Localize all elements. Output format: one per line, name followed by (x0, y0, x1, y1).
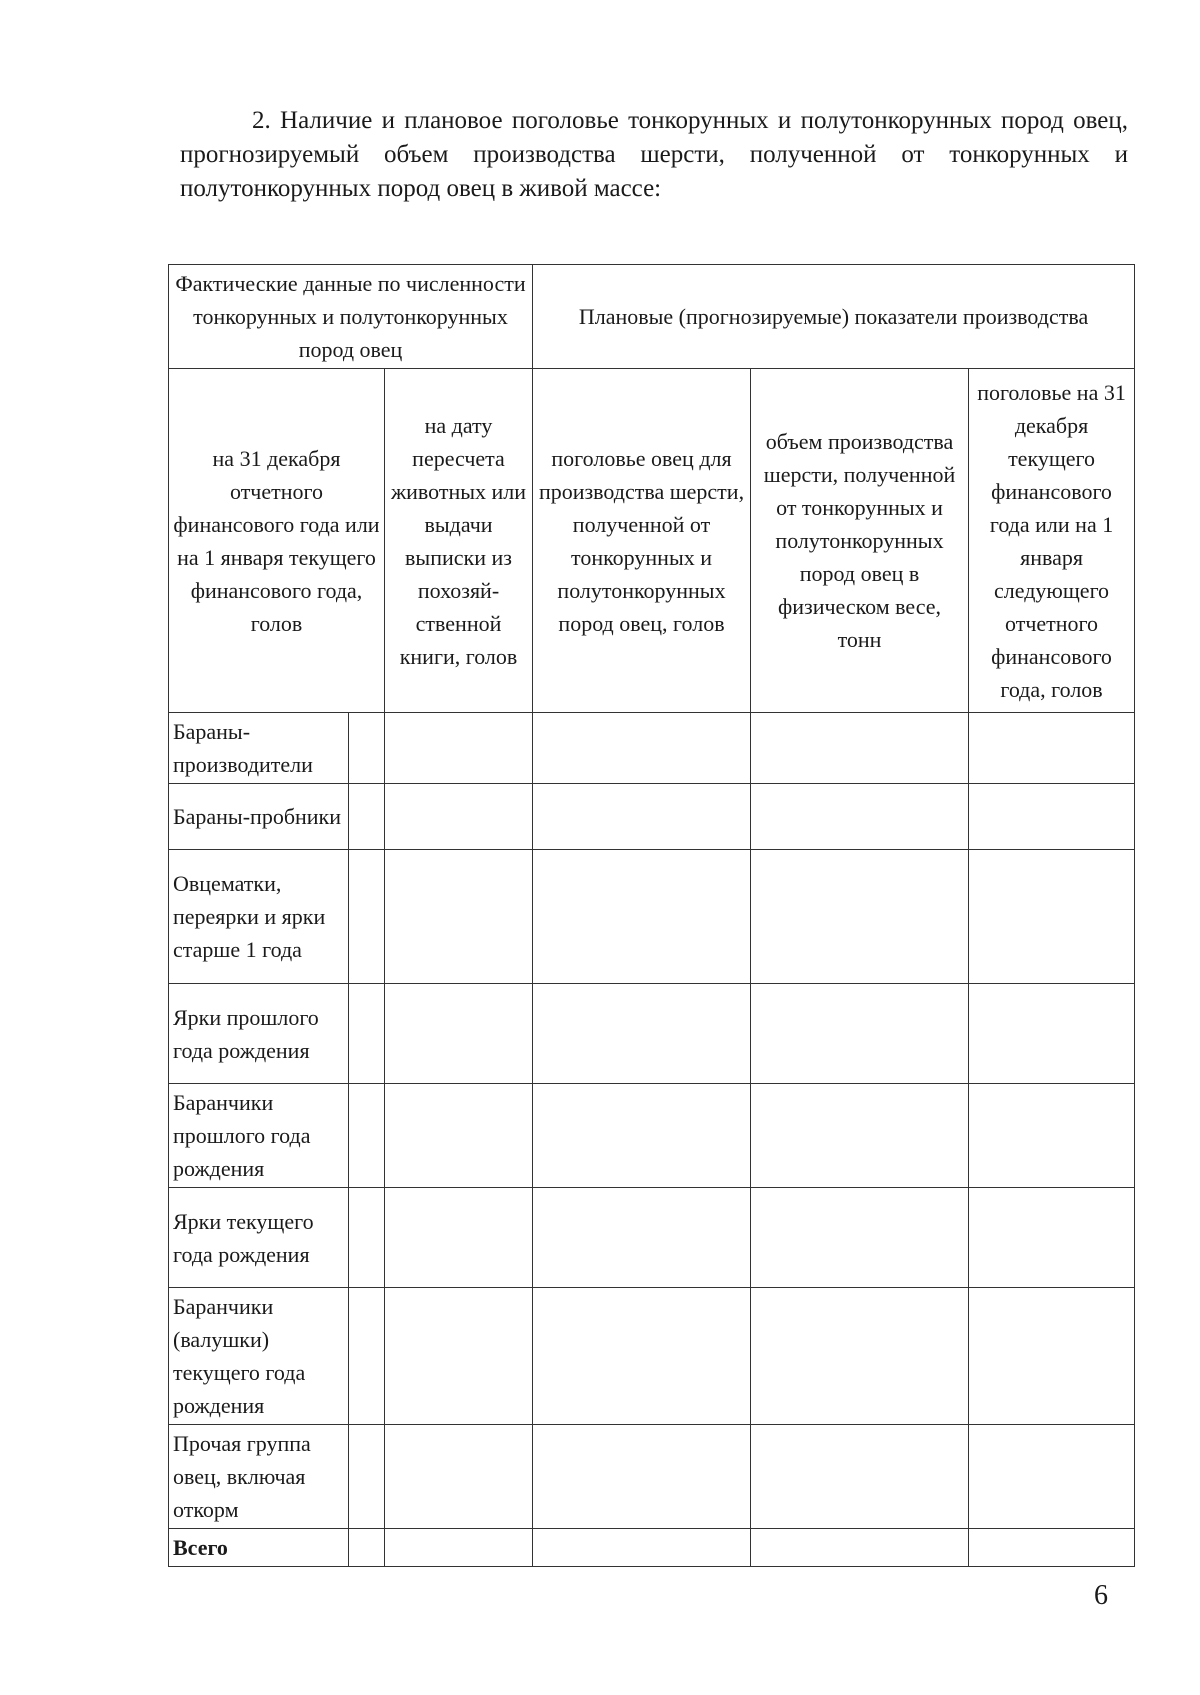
table-cell[interactable] (349, 1188, 385, 1288)
row-label: Прочая группа овец, включая откорм (169, 1425, 349, 1529)
table-cell[interactable] (533, 850, 751, 984)
page-number: 6 (1094, 1580, 1108, 1611)
column-header-recount-date: на дату пересчета животных или выдачи выписки из похозяй-ственной книги, голов (385, 369, 533, 713)
header-planned-indicators: Плановые (прогнозируемые) показатели производства (533, 265, 1135, 369)
column-header-wool-volume: объем производства шерсти, полученной от тонкорунных и полутонкорунных пород овец в физическом весе, тонн (751, 369, 969, 713)
column-header-planned-headcount: поголовье на 31 декабря текущего финансового года или на 1 января следующего отчетного финансового года, голов (969, 369, 1135, 713)
row-label: Овцематки, переярки и ярки старше 1 года (169, 850, 349, 984)
table-cell[interactable] (385, 1084, 533, 1188)
table-row (169, 1288, 1135, 1425)
table-cell[interactable] (533, 1425, 751, 1529)
table-cell[interactable] (385, 1529, 533, 1567)
table-cell[interactable] (969, 984, 1135, 1084)
table-row (169, 850, 1135, 984)
table-cell[interactable] (349, 1288, 385, 1425)
table-cell[interactable] (533, 1084, 751, 1188)
row-label: Ярки текущего года рождения (169, 1188, 349, 1288)
table-cell[interactable] (969, 1529, 1135, 1567)
table-cell[interactable] (751, 1425, 969, 1529)
table-row (169, 784, 1135, 850)
table-cell[interactable] (385, 713, 533, 784)
table-row-total (169, 1529, 1135, 1567)
table-cell[interactable] (969, 1288, 1135, 1425)
table-cell[interactable] (969, 1084, 1135, 1188)
table-cell[interactable] (533, 713, 751, 784)
table-cell[interactable] (751, 1188, 969, 1288)
table-row (169, 713, 1135, 784)
table-cell[interactable] (751, 1084, 969, 1188)
table-cell[interactable] (751, 713, 969, 784)
table-cell[interactable] (533, 1188, 751, 1288)
table-cell[interactable] (751, 784, 969, 850)
table-cell[interactable] (969, 1425, 1135, 1529)
table-cell[interactable] (349, 1529, 385, 1567)
row-label: Бараны-пробники (169, 784, 349, 850)
table-row (169, 984, 1135, 1084)
table-row (169, 1188, 1135, 1288)
row-label: Бараны-производители (169, 713, 349, 784)
table-cell[interactable] (349, 984, 385, 1084)
table-cell[interactable] (969, 713, 1135, 784)
table-cell[interactable] (969, 784, 1135, 850)
table-cell[interactable] (533, 1529, 751, 1567)
livestock-table (168, 264, 1135, 1567)
table-cell[interactable] (751, 984, 969, 1084)
table-cell[interactable] (385, 1188, 533, 1288)
row-label: Ярки прошлого года рождения (169, 984, 349, 1084)
total-row-label: Всего (169, 1529, 349, 1567)
table-cell[interactable] (751, 1288, 969, 1425)
table-cell[interactable] (969, 1188, 1135, 1288)
table-cell[interactable] (751, 850, 969, 984)
row-label: Баранчики (валушки) текущего года рождения (169, 1288, 349, 1425)
table-cell[interactable] (349, 713, 385, 784)
column-header-year-end-count: на 31 декабря отчетного финансового года или на 1 января текущего финансового года, голов (169, 369, 385, 713)
table-cell[interactable] (385, 850, 533, 984)
table-row (169, 1084, 1135, 1188)
table-row (169, 1425, 1135, 1529)
table-cell[interactable] (385, 784, 533, 850)
table-cell[interactable] (533, 784, 751, 850)
header-actual-data: Фактические данные по численности тонкорунных и полутонкорунных пород овец (169, 265, 533, 369)
table-cell[interactable] (969, 850, 1135, 984)
table-cell[interactable] (533, 984, 751, 1084)
table-cell[interactable] (349, 850, 385, 984)
table-cell[interactable] (349, 784, 385, 850)
row-label: Баранчики прошлого года рождения (169, 1084, 349, 1188)
table-cell[interactable] (349, 1425, 385, 1529)
column-header-sheep-for-wool: поголовье овец для производства шерсти, полученной от тонкорунных и полутонкорунных пород овец, голов (533, 369, 751, 713)
table-cell[interactable] (385, 1288, 533, 1425)
table-cell[interactable] (533, 1288, 751, 1425)
table-cell[interactable] (385, 1425, 533, 1529)
table-cell[interactable] (385, 984, 533, 1084)
table-cell[interactable] (751, 1529, 969, 1567)
intro-paragraph: 2. Наличие и плановое поголовье тонкорунных и полутонкорунных пород овец, прогнозируемый объем производства шерсти, полученной от тонкорунных и полутонкорунных пород овец в живой массе: (180, 107, 1128, 202)
table-cell[interactable] (349, 1084, 385, 1188)
